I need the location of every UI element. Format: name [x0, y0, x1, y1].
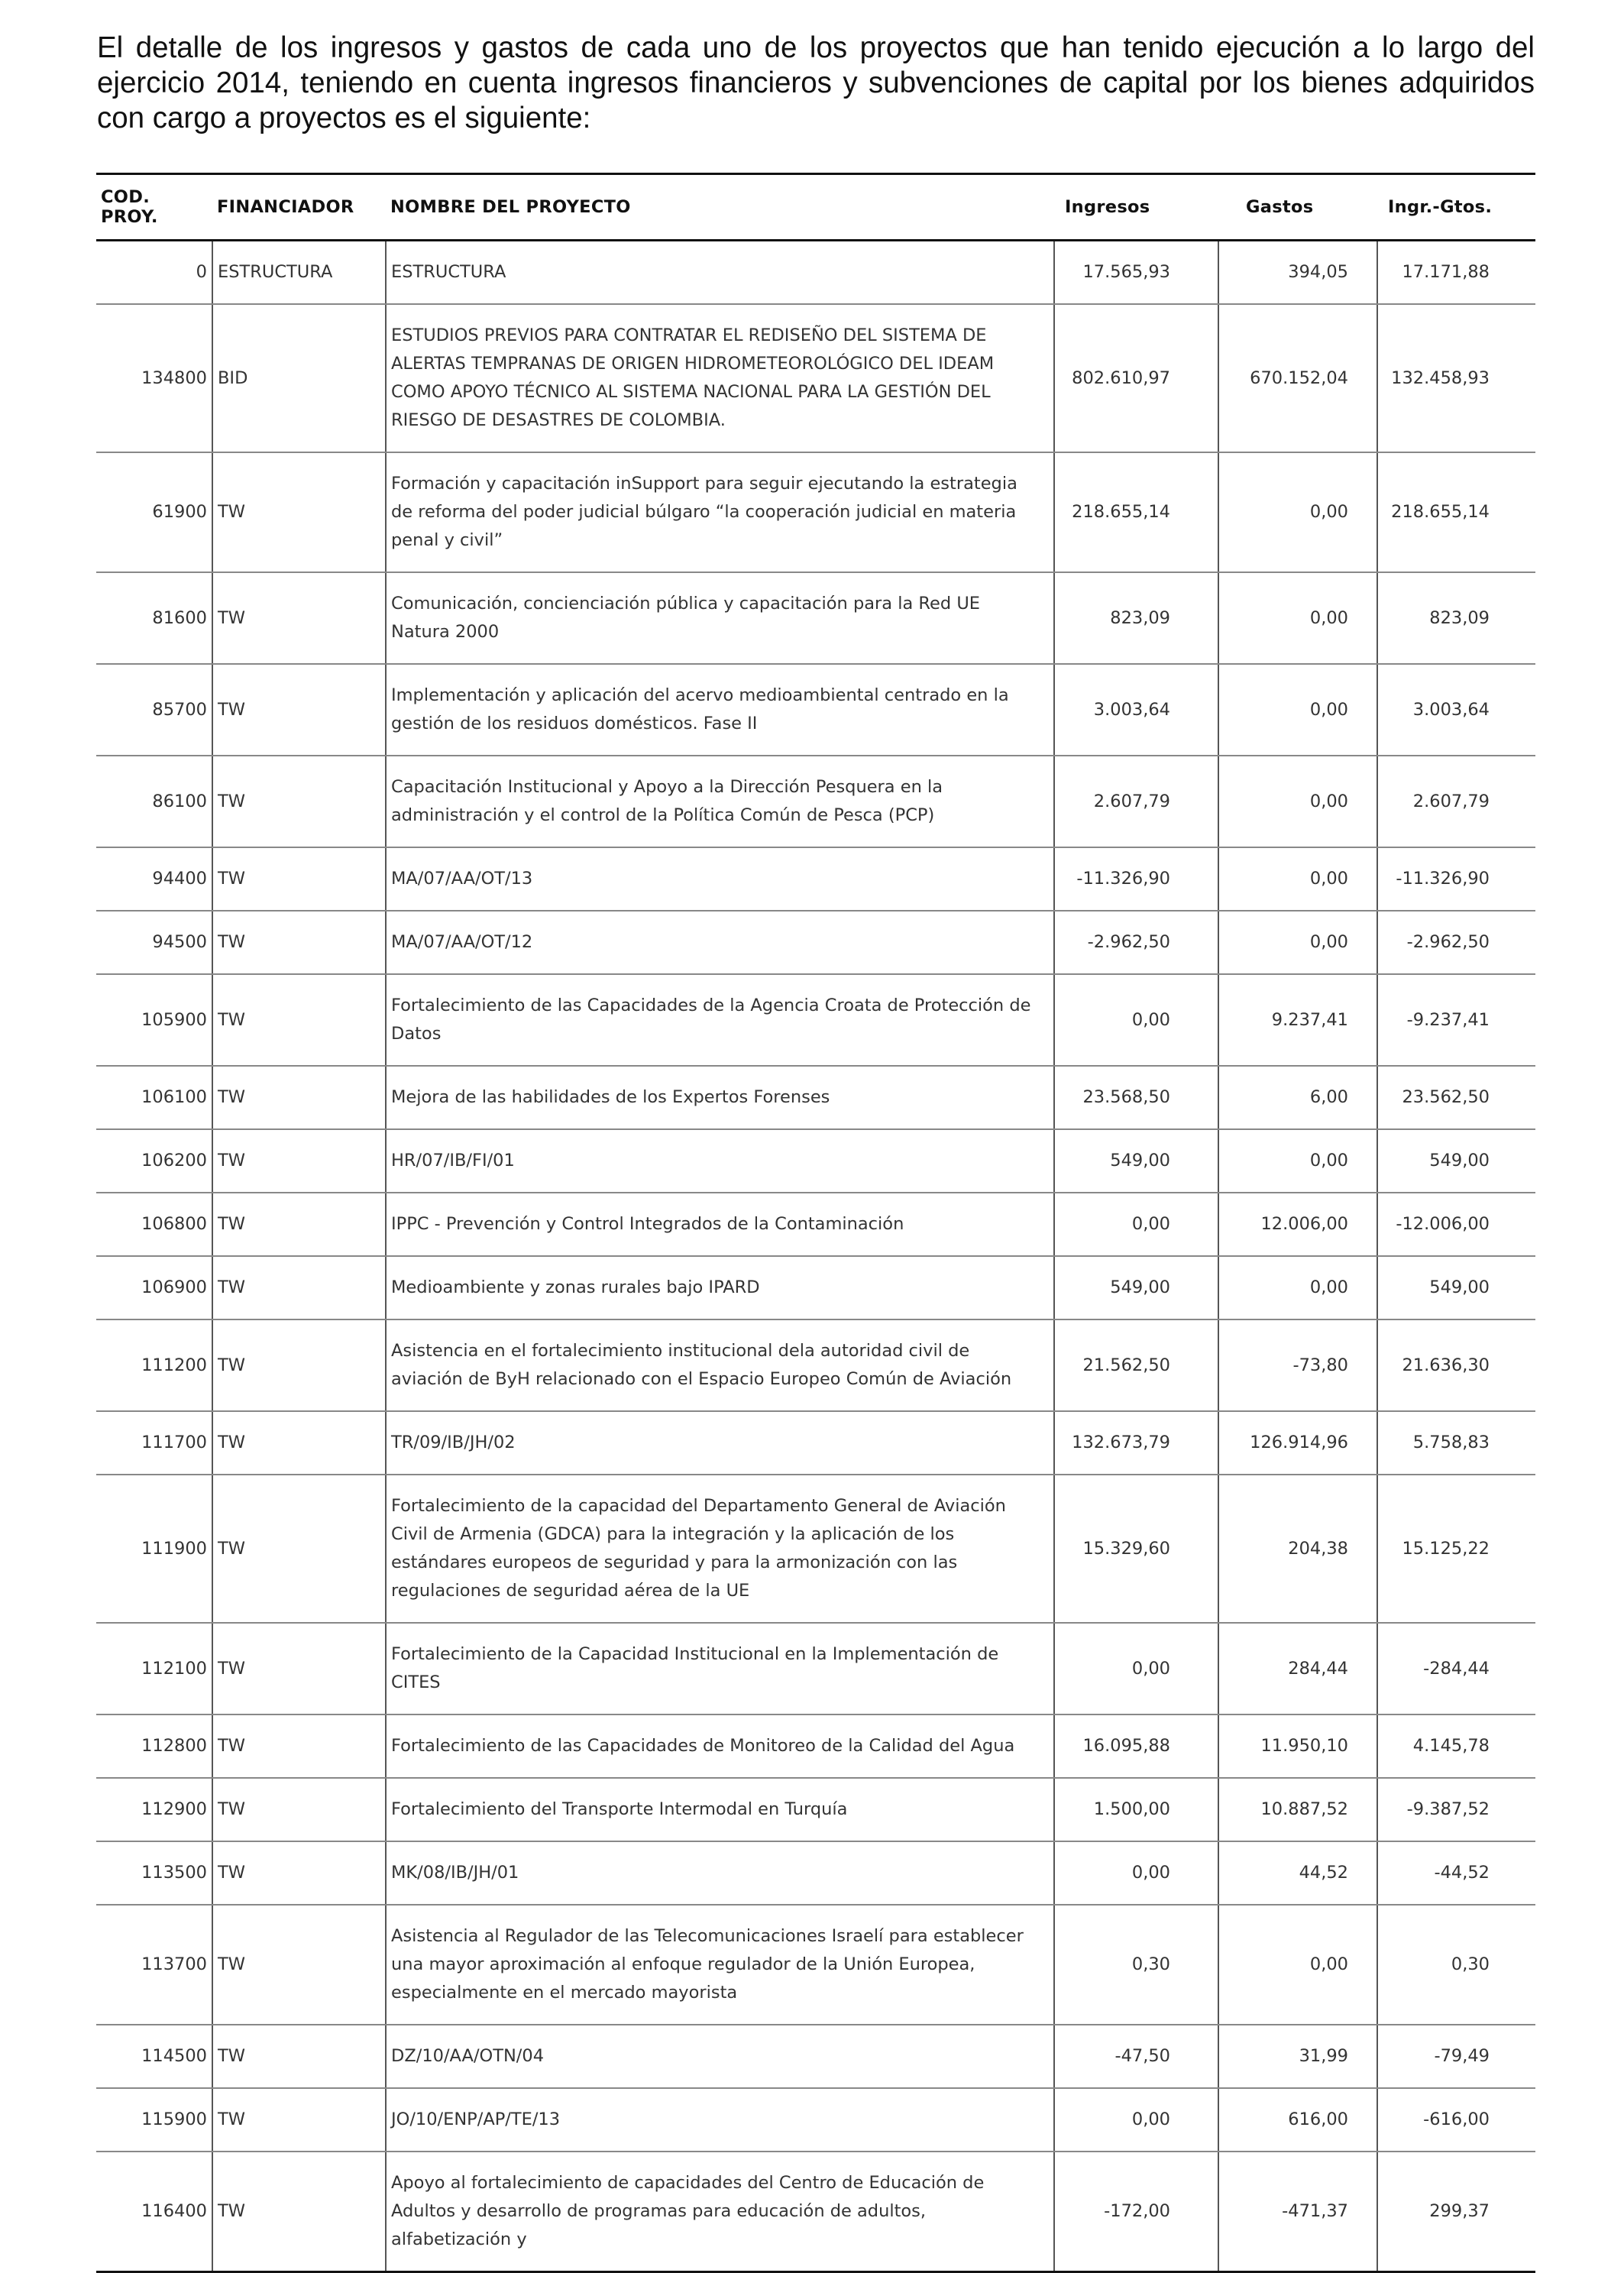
header-funder: FINANCIADOR — [212, 174, 386, 241]
row-expenses: 9.237,41 — [1218, 974, 1377, 1066]
table-row — [96, 1256, 1535, 1319]
row-difference: 3.003,64 — [1377, 664, 1535, 756]
row-income: 21.562,50 — [1054, 1319, 1218, 1411]
row-difference: -9.387,52 — [1377, 1778, 1535, 1841]
row-funder: TW — [212, 664, 386, 756]
table-row — [96, 1623, 1535, 1714]
row-funder: TW — [212, 1623, 386, 1714]
table-row — [96, 452, 1535, 572]
table-row — [96, 756, 1535, 847]
row-expenses: 0,00 — [1218, 452, 1377, 572]
row-difference: -616,00 — [1377, 2088, 1535, 2152]
table-row — [96, 1193, 1535, 1256]
row-expenses: 0,00 — [1218, 1129, 1377, 1193]
row-income: 132.673,79 — [1054, 1411, 1218, 1475]
table-row — [96, 1066, 1535, 1129]
row-code: 106200 — [96, 1129, 212, 1193]
row-expenses: 31,99 — [1218, 2025, 1377, 2088]
row-income: 549,00 — [1054, 1256, 1218, 1319]
row-expenses: 0,00 — [1218, 847, 1377, 911]
row-funder: TW — [212, 1714, 386, 1778]
row-expenses: 394,05 — [1218, 241, 1377, 305]
row-project-name: TR/09/IB/JH/02 — [386, 1411, 1054, 1475]
row-project-name: Asistencia al Regulador de las Telecomunicaciones Israelí para establecer una mayor aproximación al enfoque regulador de la Unión Europea, especialmente en el mercado mayorista — [386, 1905, 1054, 2025]
row-code: 134800 — [96, 304, 212, 452]
row-difference: 15.125,22 — [1377, 1475, 1535, 1623]
row-project-name: Mejora de las habilidades de los Expertos Forenses — [386, 1066, 1054, 1129]
header-difference: Ingr.-Gtos. — [1377, 174, 1535, 241]
table-row — [96, 1411, 1535, 1475]
row-income: 3.003,64 — [1054, 664, 1218, 756]
projects-table — [96, 173, 1535, 2273]
row-expenses: 10.887,52 — [1218, 1778, 1377, 1841]
row-income: -2.962,50 — [1054, 911, 1218, 974]
table-row — [96, 1778, 1535, 1841]
row-income: 2.607,79 — [1054, 756, 1218, 847]
row-expenses: 11.950,10 — [1218, 1714, 1377, 1778]
row-project-name: Asistencia en el fortalecimiento institucional dela autoridad civil de aviación de ByH relacionado con el Espacio Europeo Común de Aviación — [386, 1319, 1054, 1411]
table-row — [96, 1319, 1535, 1411]
row-expenses: 616,00 — [1218, 2088, 1377, 2152]
row-code: 106100 — [96, 1066, 212, 1129]
row-difference: -284,44 — [1377, 1623, 1535, 1714]
table-header-row — [96, 174, 1535, 241]
row-funder: TW — [212, 911, 386, 974]
row-difference: 823,09 — [1377, 572, 1535, 664]
table-row — [96, 572, 1535, 664]
row-project-name: Fortalecimiento de las Capacidades de Monitoreo de la Calidad del Agua — [386, 1714, 1054, 1778]
row-difference: 549,00 — [1377, 1129, 1535, 1193]
row-expenses: 126.914,96 — [1218, 1411, 1377, 1475]
row-income: 0,00 — [1054, 974, 1218, 1066]
row-income: 823,09 — [1054, 572, 1218, 664]
row-funder: TW — [212, 1256, 386, 1319]
row-funder: TW — [212, 1475, 386, 1623]
row-code: 112100 — [96, 1623, 212, 1714]
row-code: 112800 — [96, 1714, 212, 1778]
table-row — [96, 664, 1535, 756]
table-row — [96, 1475, 1535, 1623]
row-code: 106900 — [96, 1256, 212, 1319]
row-project-name: JO/10/ENP/AP/TE/13 — [386, 2088, 1054, 2152]
row-expenses: 44,52 — [1218, 1841, 1377, 1905]
row-code: 113500 — [96, 1841, 212, 1905]
row-funder: TW — [212, 452, 386, 572]
row-code: 94400 — [96, 847, 212, 911]
row-funder: TW — [212, 847, 386, 911]
row-income: 802.610,97 — [1054, 304, 1218, 452]
row-income: 0,00 — [1054, 1193, 1218, 1256]
row-difference: -11.326,90 — [1377, 847, 1535, 911]
table-row — [96, 1129, 1535, 1193]
row-funder: TW — [212, 1411, 386, 1475]
row-difference: 2.607,79 — [1377, 756, 1535, 847]
row-expenses: 670.152,04 — [1218, 304, 1377, 452]
row-project-name: Formación y capacitación inSupport para seguir ejecutando la estrategia de reforma del poder judicial búlgaro “la cooperación judicial en materia penal y civil” — [386, 452, 1054, 572]
row-code: 105900 — [96, 974, 212, 1066]
row-income: 17.565,93 — [1054, 241, 1218, 305]
row-difference: -9.237,41 — [1377, 974, 1535, 1066]
header-code: COD. PROY. — [96, 174, 212, 241]
table-row — [96, 1841, 1535, 1905]
row-expenses: 0,00 — [1218, 756, 1377, 847]
row-difference: 4.145,78 — [1377, 1714, 1535, 1778]
row-expenses: 0,00 — [1218, 911, 1377, 974]
row-code: 61900 — [96, 452, 212, 572]
row-funder: TW — [212, 2088, 386, 2152]
row-difference: -2.962,50 — [1377, 911, 1535, 974]
row-project-name: Implementación y aplicación del acervo medioambiental centrado en la gestión de los residuos domésticos. Fase II — [386, 664, 1054, 756]
table-body — [96, 241, 1535, 2272]
table-row — [96, 1905, 1535, 2025]
row-project-name: IPPC - Prevención y Control Integrados de la Contaminación — [386, 1193, 1054, 1256]
row-code: 85700 — [96, 664, 212, 756]
row-difference: -12.006,00 — [1377, 1193, 1535, 1256]
row-funder: TW — [212, 1841, 386, 1905]
row-code: 111700 — [96, 1411, 212, 1475]
header-expenses: Gastos — [1218, 174, 1377, 241]
header-project-name: NOMBRE DEL PROYECTO — [386, 174, 1054, 241]
row-project-name: Medioambiente y zonas rurales bajo IPARD — [386, 1256, 1054, 1319]
row-project-name: Comunicación, concienciación pública y capacitación para la Red UE Natura 2000 — [386, 572, 1054, 664]
row-income: -47,50 — [1054, 2025, 1218, 2088]
row-difference: 218.655,14 — [1377, 452, 1535, 572]
row-expenses: 12.006,00 — [1218, 1193, 1377, 1256]
row-funder: TW — [212, 1905, 386, 2025]
row-expenses: 284,44 — [1218, 1623, 1377, 1714]
row-code: 113700 — [96, 1905, 212, 2025]
row-difference: 23.562,50 — [1377, 1066, 1535, 1129]
row-income: 549,00 — [1054, 1129, 1218, 1193]
row-difference: 549,00 — [1377, 1256, 1535, 1319]
row-code: 114500 — [96, 2025, 212, 2088]
row-difference: 299,37 — [1377, 2152, 1535, 2272]
row-difference: 5.758,83 — [1377, 1411, 1535, 1475]
row-income: 218.655,14 — [1054, 452, 1218, 572]
table-row — [96, 241, 1535, 305]
row-income: 1.500,00 — [1054, 1778, 1218, 1841]
row-code: 0 — [96, 241, 212, 305]
row-code: 111900 — [96, 1475, 212, 1623]
row-project-name: MA/07/AA/OT/12 — [386, 911, 1054, 974]
row-funder: ESTRUCTURA — [212, 241, 386, 305]
row-expenses: 0,00 — [1218, 1905, 1377, 2025]
row-expenses: 0,00 — [1218, 664, 1377, 756]
row-income: -172,00 — [1054, 2152, 1218, 2272]
row-code: 116400 — [141, 2201, 207, 2221]
row-income: 0,00 — [1054, 1623, 1218, 1714]
row-income: 0,30 — [1054, 1905, 1218, 2025]
table-row — [96, 974, 1535, 1066]
row-difference: 21.636,30 — [1377, 1319, 1535, 1411]
row-project-name: ESTRUCTURA — [386, 241, 1054, 305]
row-code: 106800 — [96, 1193, 212, 1256]
row-funder: TW — [212, 2152, 386, 2272]
row-funder: TW — [212, 974, 386, 1066]
header-income: Ingresos — [1054, 174, 1218, 241]
table-row — [96, 2088, 1535, 2152]
row-project-name: MA/07/AA/OT/13 — [386, 847, 1054, 911]
row-expenses: 6,00 — [1218, 1066, 1377, 1129]
row-code: 86100 — [96, 756, 212, 847]
row-project-name: MK/08/IB/JH/01 — [386, 1841, 1054, 1905]
row-difference: 132.458,93 — [1377, 304, 1535, 452]
table-row — [96, 911, 1535, 974]
row-funder: TW — [212, 1066, 386, 1129]
row-difference: -44,52 — [1377, 1841, 1535, 1905]
row-project-name: HR/07/IB/FI/01 — [386, 1129, 1054, 1193]
table-row — [96, 304, 1535, 452]
table-row — [96, 1714, 1535, 1778]
intro-paragraph: El detalle de los ingresos y gastos de cada uno de los proyectos que han tenido ejecución a lo largo del ejercicio 2014, teniendo en cuenta ingresos financieros y subvenciones de capital por los bienes adquiridos con cargo a proyectos es el siguiente: — [97, 31, 1535, 134]
row-income: 23.568,50 — [1054, 1066, 1218, 1129]
row-income: -11.326,90 — [1054, 847, 1218, 911]
row-project-name: Fortalecimiento de la capacidad del Departamento General de Aviación Civil de Armenia (GDCA) para la integración y la aplicación de los estándares europeos de seguridad y para la armonización con las regulaciones de seguridad aérea de la UE — [386, 1475, 1054, 1623]
row-project-name: Capacitación Institucional y Apoyo a la Dirección Pesquera en la administración y el control de la Política Común de Pesca (PCP) — [386, 756, 1054, 847]
row-funder: TW — [212, 1319, 386, 1411]
row-expenses: -471,37 — [1218, 2152, 1377, 2272]
row-code: 94500 — [96, 911, 212, 974]
row-project-name: Fortalecimiento del Transporte Intermodal en Turquía — [386, 1778, 1054, 1841]
row-income: 0,00 — [1054, 2088, 1218, 2152]
row-project-name: DZ/10/AA/OTN/04 — [386, 2025, 1054, 2088]
row-funder: TW — [212, 1129, 386, 1193]
row-expenses: 0,00 — [1218, 572, 1377, 664]
row-code: 112900 — [96, 1778, 212, 1841]
row-code: 115900 — [96, 2088, 212, 2152]
row-funder: TW — [212, 572, 386, 664]
row-funder: TW — [212, 2025, 386, 2088]
row-difference: 0,30 — [1377, 1905, 1535, 2025]
row-income: 16.095,88 — [1054, 1714, 1218, 1778]
row-income: 0,00 — [1054, 1841, 1218, 1905]
row-funder: TW — [212, 1778, 386, 1841]
row-project-name: ESTUDIOS PREVIOS PARA CONTRATAR EL REDISEÑO DEL SISTEMA DE ALERTAS TEMPRANAS DE ORIGEN HIDROMETEOROLÓGICO DEL IDEAM COMO APOYO TÉCNICO AL SISTEMA NACIONAL PARA LA GESTIÓN DEL RIESGO DE DESASTRES DE COLOMBIA. — [386, 304, 1054, 452]
row-expenses: 0,00 — [1218, 1256, 1377, 1319]
table-row — [96, 847, 1535, 911]
row-funder: TW — [212, 1193, 386, 1256]
table-row — [96, 2025, 1535, 2088]
row-funder: TW — [212, 756, 386, 847]
table-row — [96, 2152, 1535, 2272]
row-expenses: -73,80 — [1218, 1319, 1377, 1411]
row-expenses: 204,38 — [1218, 1475, 1377, 1623]
row-difference: 17.171,88 — [1377, 241, 1535, 305]
row-funder: BID — [212, 304, 386, 452]
row-code: 81600 — [96, 572, 212, 664]
row-income: 15.329,60 — [1054, 1475, 1218, 1623]
row-project-name: Fortalecimiento de las Capacidades de la Agencia Croata de Protección de Datos — [386, 974, 1054, 1066]
row-project-name: Apoyo al fortalecimiento de capacidades del Centro de Educación de Adultos y desarrollo de programas para educación de adultos, alfabetización y — [386, 2152, 1054, 2272]
row-difference: -79,49 — [1377, 2025, 1535, 2088]
row-project-name: Fortalecimiento de la Capacidad Institucional en la Implementación de CITES — [386, 1623, 1054, 1714]
row-code: 111200 — [96, 1319, 212, 1411]
